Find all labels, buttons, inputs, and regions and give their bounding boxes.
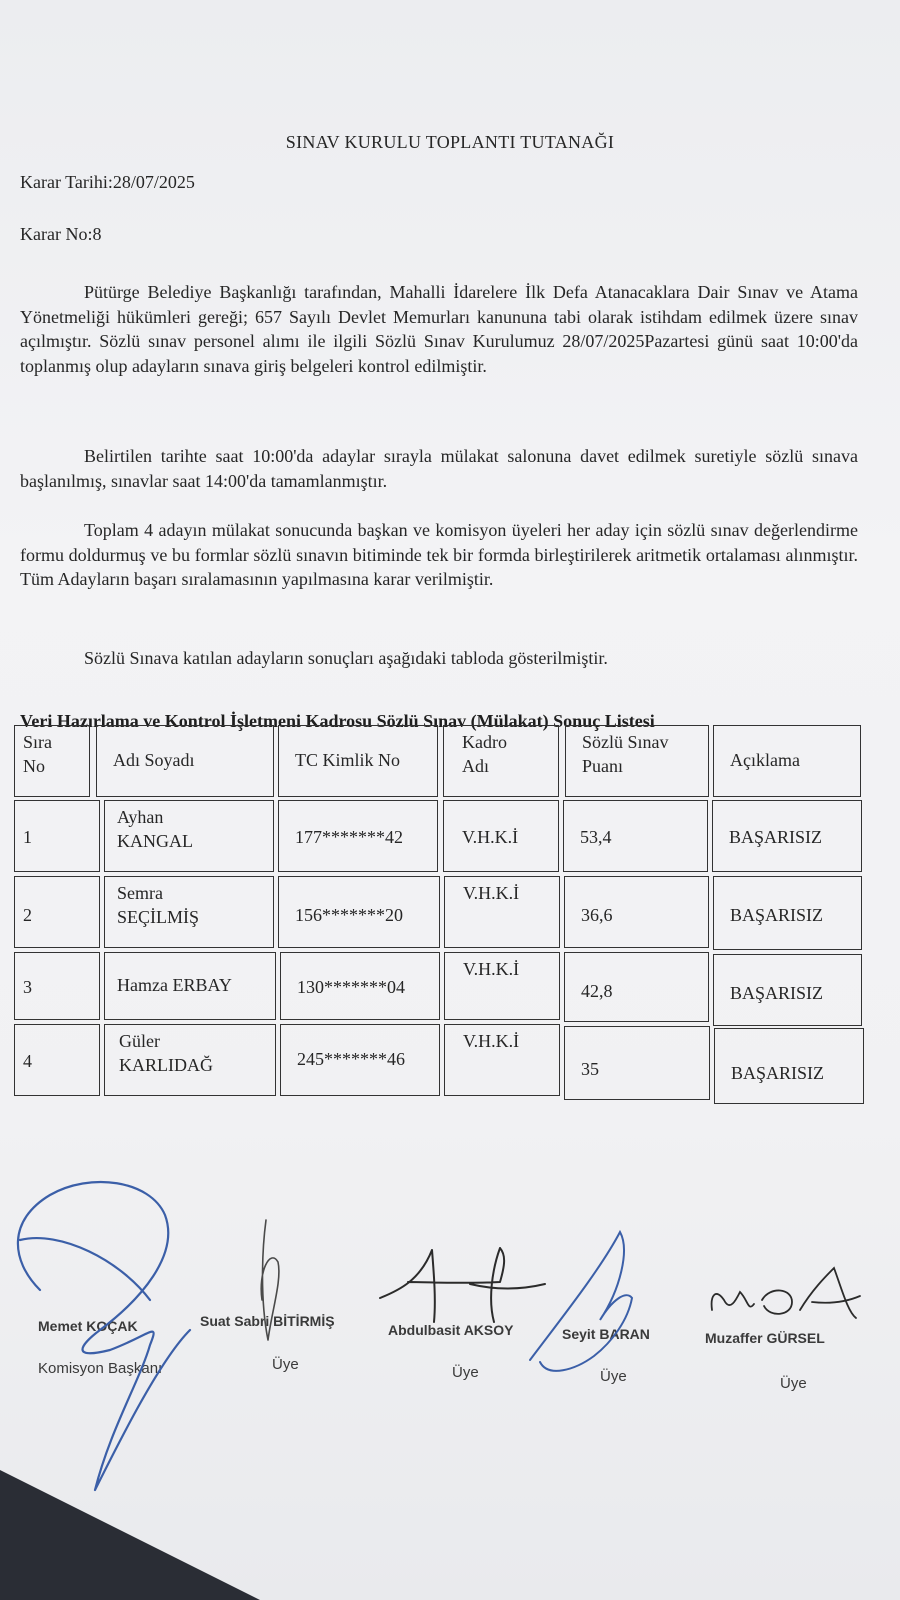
table-row-2-kadro: V.H.K.İ — [444, 876, 560, 948]
signatory-5-name: Muzaffer GÜRSEL — [705, 1330, 825, 1346]
signatory-2-name: Suat Sabri BİTİRMİŞ — [200, 1313, 335, 1329]
table-row-1-kadro: V.H.K.İ — [443, 800, 559, 872]
decision-number: Karar No:8 — [20, 224, 102, 244]
decision-date: Karar Tarihi:28/07/2025 — [20, 172, 195, 192]
signatory-4-name: Seyit BARAN — [562, 1326, 650, 1342]
table-header-tc: TC Kimlik No — [278, 725, 438, 797]
paragraph-3: Toplam 4 adayın mülakat sonucunda başkan ve komisyon üyeleri her aday için sözlü sınav değerlendirme formu doldurmuş ve bu formlar sözlü sınavın bitiminde tek bir formda birleştirilerek aritmetik ortalaması alınmıştır. Tüm Adayların başarı sıralamasının yapılmasına karar verilmiştir. — [20, 520, 858, 589]
signatory-1-role: Komisyon Başkanı — [38, 1360, 163, 1377]
table-header-no: Sıra No — [14, 725, 90, 797]
table-row-1-puan: 53,4 — [563, 800, 708, 872]
table-header-puan: Sözlü Sınav Puanı — [565, 725, 709, 797]
signature-5-scribble — [712, 1268, 860, 1318]
table-header-name: Adı Soyadı — [96, 725, 274, 797]
table-row-4-aciklama: BAŞARISIZ — [714, 1028, 864, 1104]
table-row-3-name: Hamza ERBAY — [104, 952, 276, 1020]
table-row-4-puan: 35 — [564, 1026, 710, 1100]
signatory-2-role: Üye — [272, 1356, 299, 1373]
table-row-2-no: 2 — [14, 876, 100, 948]
table-row-1-tc: 177*******42 — [278, 800, 438, 872]
signature-4-scribble — [530, 1232, 632, 1371]
table-row-2-name: Semra SEÇİLMİŞ — [104, 876, 274, 948]
table-row-2-puan: 36,6 — [564, 876, 709, 948]
signatory-3-role: Üye — [452, 1364, 479, 1381]
table-row-1-aciklama: BAŞARISIZ — [712, 800, 862, 872]
table-row-3-tc: 130*******04 — [280, 952, 440, 1020]
table-row-4-name: Güler KARLIDAĞ — [104, 1024, 276, 1096]
table-row-3-aciklama: BAŞARISIZ — [713, 954, 862, 1026]
table-row-4-tc: 245*******46 — [280, 1024, 440, 1096]
table-row-4-kadro: V.H.K.İ — [444, 1024, 560, 1096]
signature-3-scribble — [380, 1248, 545, 1322]
table-row-1-no: 1 — [14, 800, 100, 872]
document-title: SINAV KURULU TOPLANTI TUTANAĞI — [285, 132, 615, 152]
table-row-3-no: 3 — [14, 952, 100, 1020]
table-row-2-aciklama: BAŞARISIZ — [713, 876, 862, 950]
signatory-1-name: Memet KOÇAK — [38, 1318, 138, 1334]
paragraph-2: Belirtilen tarihte saat 10:00'da adaylar sırayla mülakat salonuna davet edilmek suretiyle sözlü sınava başlanılmış, sınavlar saat 14:00'da tamamlanmıştır. — [20, 446, 858, 491]
table-header-kadro: Kadro Adı — [443, 725, 559, 797]
photo-corner-shadow — [0, 1470, 260, 1600]
paragraph-1: Pütürge Belediye Başkanlığı tarafından, Mahalli İdarelere İlk Defa Atanacaklara Dair Sınav ve Atama Yönetmeliği hükümleri gereği; 657 Sayılı Devlet Memurları kanununa tabi olarak istihdam edilmek üzere sınav açılmıştır. Sözlü sınav personel alımı ile ilgili Sözlü Sınav Kurulumuz 28/07/2025Pazartesi günü saat 10:00'da toplanmış olup adayların sınava giriş belgeleri kontrol edilmiştir. — [20, 282, 858, 376]
table-title: Veri Hazırlama ve Kontrol İşletmeni Kadrosu Sözlü Sınav (Mülakat) Sonuç Listesi — [20, 711, 655, 731]
table-row-1-name: Ayhan KANGAL — [104, 800, 274, 872]
table-row-4-no: 4 — [14, 1024, 100, 1096]
signatory-4-role: Üye — [600, 1368, 627, 1385]
signatory-5-role: Üye — [780, 1375, 807, 1392]
signatory-3-name: Abdulbasit AKSOY — [388, 1322, 514, 1338]
table-row-2-tc: 156*******20 — [278, 876, 440, 948]
table-row-3-kadro: V.H.K.İ — [444, 952, 560, 1020]
table-header-aciklama: Açıklama — [713, 725, 861, 797]
signature-1-scribble — [18, 1182, 190, 1490]
table-row-3-puan: 42,8 — [564, 952, 709, 1022]
paragraph-4: Sözlü Sınava katılan adayların sonuçları aşağıdaki tabloda gösterilmiştir. — [84, 648, 608, 668]
